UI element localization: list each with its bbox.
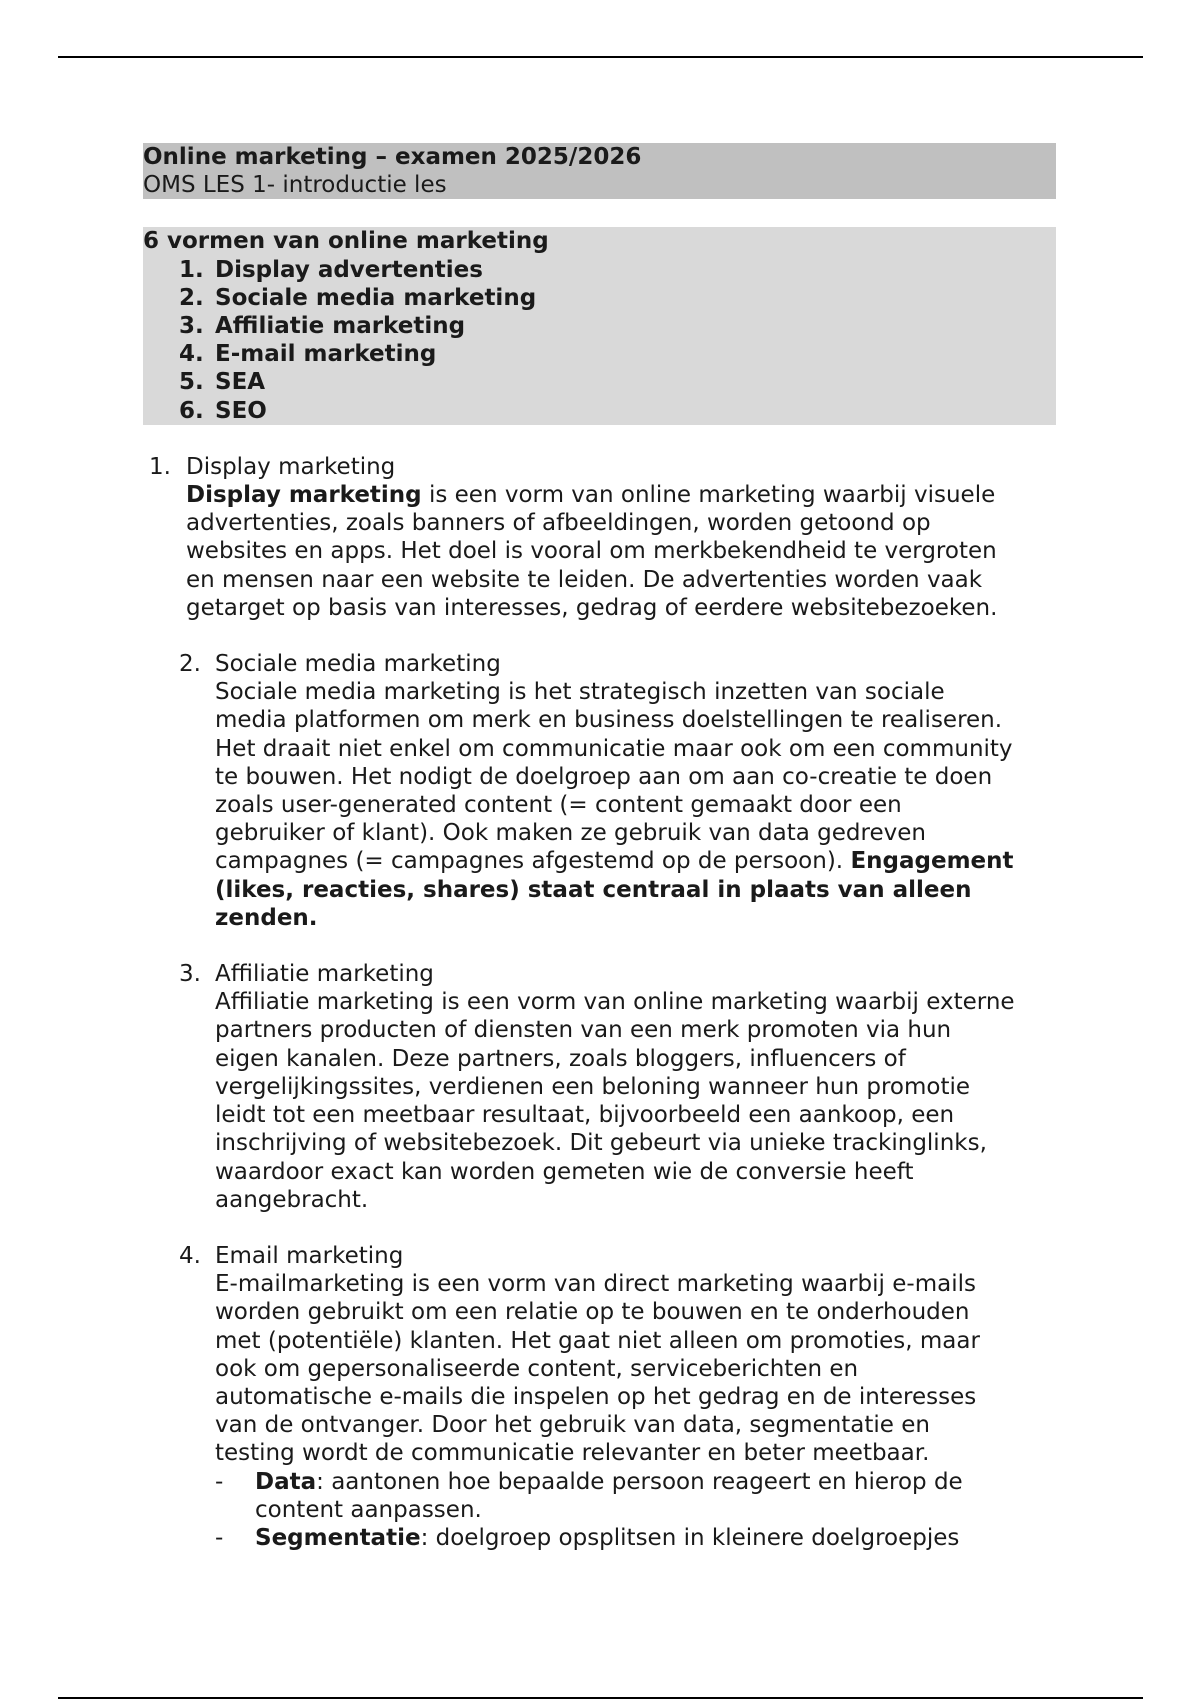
- overview-item-label: Affiliatie marketing: [215, 313, 466, 340]
- document-body: [143, 143, 1056, 1552]
- bullet-text-continued: content aanpassen.: [255, 1496, 482, 1523]
- bullet-item: [215, 1524, 1056, 1552]
- paragraph-line: met (potentiële) klanten. Het gaat niet alleen om promoties, maar: [215, 1327, 980, 1354]
- section-affiliatie-marketing: [143, 960, 1056, 1214]
- section-paragraph: [215, 1270, 1056, 1467]
- title-block: [143, 143, 1056, 199]
- section-email-marketing: [143, 1242, 1056, 1552]
- bold-line: zenden.: [215, 904, 318, 931]
- bold-term: Display marketing: [186, 482, 422, 509]
- bullet-dash: -: [215, 1468, 224, 1495]
- paragraph-line: Sociale media marketing is het strategisch inzetten van sociale: [215, 679, 945, 706]
- paragraph-line: eigen kanalen. Deze partners, zoals bloggers, influencers of: [215, 1045, 906, 1072]
- overview-item: [179, 397, 1056, 425]
- bullet-dash: -: [215, 1524, 224, 1551]
- bullet-list: [215, 1468, 1056, 1553]
- document-subtitle: OMS LES 1- introductie les: [143, 172, 447, 199]
- page-bottom-rule: [58, 1697, 1143, 1699]
- section-number: 2.: [179, 651, 201, 678]
- paragraph-line: automatische e-mails die inspelen op het gedrag en de interesses: [215, 1383, 977, 1410]
- overview-item: [179, 256, 1056, 284]
- paragraph-line: Affiliatie marketing is een vorm van online marketing waarbij externe: [215, 989, 1015, 1016]
- overview-item-number: 2.: [179, 284, 204, 311]
- overview-item: [179, 368, 1056, 396]
- paragraph-line: van de ontvanger. Door het gebruik van data, segmentatie en: [215, 1412, 930, 1439]
- paragraph-line: testing wordt de communicatie relevanter en beter meetbaar.: [215, 1440, 930, 1467]
- overview-item-number: 6.: [179, 397, 204, 424]
- paragraph-line: zoals user-generated content (= content gemaakt door een: [215, 792, 902, 819]
- paragraph-line: inschrijving of websitebezoek. Dit gebeurt via unieke trackinglinks,: [215, 1130, 987, 1157]
- section-title: Display marketing: [186, 453, 396, 480]
- paragraph-line: ook om gepersonaliseerde content, serviceberichten en: [215, 1355, 859, 1382]
- overview-heading: 6 vormen van online marketing: [143, 228, 549, 255]
- bullet-item: [215, 1468, 1056, 1524]
- paragraph-line: aangebracht.: [215, 1186, 369, 1213]
- paragraph-line: E-mailmarketing is een vorm van direct marketing waarbij e-mails: [215, 1271, 976, 1298]
- paragraph-line: websites en apps. Het doel is vooral om merkbekendheid te vergroten: [186, 538, 997, 565]
- paragraph-line: vergelijkingssites, verdienen een beloning wanneer hun promotie: [215, 1073, 971, 1100]
- section-title: Sociale media marketing: [215, 651, 501, 678]
- section-display-marketing: [143, 453, 1056, 622]
- overview-item-label: SEA: [215, 369, 266, 396]
- bullet-text: : aantonen hoe bepaalde persoon reageert en hierop de: [316, 1468, 963, 1495]
- overview-item: [179, 312, 1056, 340]
- section-paragraph: [186, 481, 1056, 622]
- paragraph-line: te bouwen. Het nodigt de doelgroep aan om aan co-creatie te doen: [215, 763, 993, 790]
- overview-block: [143, 227, 1056, 424]
- paragraph-line: campagnes (= campagnes afgestemd op de persoon).: [215, 848, 851, 875]
- page-top-rule: [58, 56, 1143, 58]
- document-title: Online marketing – examen 2025/2026: [143, 144, 642, 170]
- paragraph-line: gebruiker of klant). Ook maken ze gebruik van data gedreven: [215, 820, 926, 847]
- paragraph-line: media platformen om merk en business doelstellingen te realiseren.: [215, 707, 1003, 734]
- overview-item-number: 3.: [179, 313, 204, 340]
- section-title: Affiliatie marketing: [215, 961, 434, 988]
- overview-item-label: Sociale media marketing: [215, 284, 537, 311]
- paragraph-line: leidt tot een meetbaar resultaat, bijvoorbeeld een aankoop, een: [215, 1102, 955, 1129]
- paragraph-line: advertenties, zoals banners of afbeeldingen, worden getoond op: [186, 510, 931, 537]
- overview-item: [179, 340, 1056, 368]
- paragraph-line: worden gebruikt om een relatie op te bouwen en te onderhouden: [215, 1299, 970, 1326]
- paragraph-line: partners producten of diensten van een merk promoten via hun: [215, 1017, 952, 1044]
- overview-item: [179, 284, 1056, 312]
- overview-list: [143, 256, 1056, 425]
- section-paragraph: [215, 988, 1056, 1214]
- section-title: Email marketing: [215, 1242, 404, 1269]
- bullet-text: : doelgroep opsplitsen in kleinere doelgroepjes: [420, 1524, 960, 1551]
- section-number: 3.: [179, 961, 201, 988]
- bold-term: Engagement: [850, 848, 1014, 875]
- bullet-term: Segmentatie: [255, 1524, 421, 1551]
- paragraph-line: getarget op basis van interesses, gedrag of eerdere websitebezoeken.: [186, 594, 998, 621]
- bullet-term: Data: [255, 1468, 317, 1495]
- paragraph-line: en mensen naar een website te leiden. De advertenties worden vaak: [186, 566, 983, 593]
- section-number: 4.: [179, 1242, 201, 1269]
- overview-item-number: 4.: [179, 341, 204, 368]
- overview-item-label: SEO: [215, 397, 267, 424]
- paragraph-line: is een vorm van online marketing waarbij visuele: [421, 482, 996, 509]
- overview-item-label: E-mail marketing: [215, 341, 437, 368]
- overview-item-number: 1.: [179, 256, 204, 283]
- section-number: 1.: [149, 453, 171, 480]
- overview-item-number: 5.: [179, 369, 204, 396]
- section-sociale-media-marketing: [143, 650, 1056, 932]
- paragraph-line: Het draait niet enkel om communicatie maar ook om een community: [215, 735, 1013, 762]
- overview-item-label: Display advertenties: [215, 256, 483, 283]
- bold-line: (likes, reacties, shares) staat centraal in plaats van alleen: [215, 876, 972, 903]
- section-paragraph: [215, 678, 1056, 932]
- paragraph-line: waardoor exact kan worden gemeten wie de conversie heeft: [215, 1158, 914, 1185]
